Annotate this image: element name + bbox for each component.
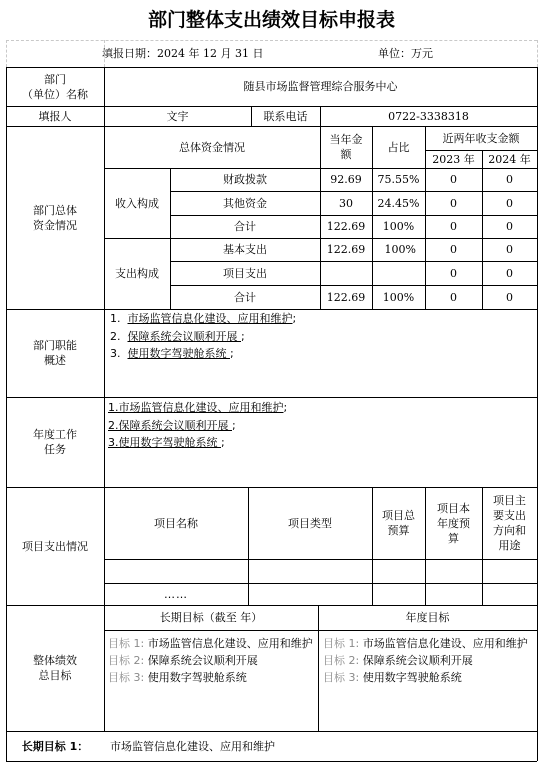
- form-title: 部门整体支出绩效目标申报表: [6, 0, 537, 41]
- income-row-ratio: 100%: [382, 220, 415, 233]
- long-term-header: 长期目标（截至 年）: [159, 611, 263, 624]
- project-ellipsis: ……: [164, 587, 188, 601]
- expense-row-ratio: [372, 261, 425, 285]
- long-goal-item: 目标 1: 市场监管信息化建设、应用和维护: [108, 637, 313, 650]
- meta-divider: [537, 40, 538, 67]
- expense-row-ratio: 100%: [384, 243, 416, 256]
- long-goal-1-text: 市场监管信息化建设、应用和维护: [110, 739, 275, 753]
- income-row-amount: 30: [339, 196, 353, 210]
- income-row-name: 其他资金: [223, 196, 267, 210]
- annual-goal-header: 年度目标: [405, 611, 450, 624]
- grid-line: [104, 559, 537, 560]
- income-label: 收入构成: [115, 196, 159, 210]
- annual-work-list: [108, 399, 287, 452]
- filler-name: 文宇: [166, 109, 189, 123]
- expense-row-amount: 122.69: [326, 290, 366, 304]
- income-row-2024: 0: [506, 196, 513, 210]
- project-annual-budget-header: 项目本 年度预 算: [437, 501, 470, 545]
- project-total-budget-header: 项目总 预算: [382, 509, 415, 537]
- expense-row-2024: 0: [506, 290, 513, 304]
- income-row-ratio: 75.55%: [377, 173, 420, 186]
- expense-row-name: 项目支出: [223, 266, 267, 280]
- income-row-2024: 0: [506, 173, 513, 186]
- phone-number: 0722-3338318: [388, 109, 469, 123]
- current-amount-header: 当年金 额: [329, 133, 363, 161]
- year-2023-header: 2023 年: [432, 152, 475, 166]
- meta-divider: [104, 40, 105, 67]
- total-funds-header: 总体资金情况: [179, 140, 245, 154]
- expense-row-2023: 0: [450, 266, 457, 280]
- income-row-2023: 0: [450, 196, 457, 210]
- fill-date: 填报日期：2024 年 12 月 31 日: [102, 47, 264, 60]
- duty-item: 3. 使用数字驾驶舱系统 ;: [110, 347, 234, 360]
- annual-work-label: 年度工作 任务: [33, 428, 77, 456]
- grid-line: [6, 761, 537, 762]
- long-goal-item: 目标 2: 保障系统会议顺利开展: [108, 654, 258, 667]
- project-type-header: 项目类型: [288, 516, 332, 530]
- expense-row-2023: 0: [450, 243, 457, 256]
- income-row-2023: 0: [450, 220, 457, 233]
- duty-item: 2. 保障系统会议顺利开展 ;: [110, 329, 245, 343]
- dept-label: 部门 （单位）名称: [22, 72, 88, 101]
- project-purpose-header: 项目主 要支出 方向和 用途: [493, 494, 526, 552]
- expense-row-2024: 0: [506, 266, 513, 280]
- income-row-amount: 122.69: [326, 220, 366, 233]
- annual-goal-item: 目标 3: 使用数字驾驶舱系统: [323, 671, 462, 684]
- funds-section-label: 部门总体 资金情况: [33, 203, 77, 232]
- ratio-header: 占比: [387, 140, 410, 154]
- year-2024-header: 2024 年: [488, 152, 531, 166]
- annual-work-item: 1.市场监管信息化建设、应用和维护;: [108, 401, 288, 414]
- long-goal-item: 目标 3: 使用数字驾驶舱系统: [108, 671, 247, 684]
- phone-label: 联系电话: [263, 109, 308, 123]
- expense-row-amount: [320, 261, 372, 285]
- annual-work-item: 3.使用数字驾驶舱系统 ;: [108, 436, 225, 449]
- expense-row-name: 合计: [234, 290, 256, 304]
- unit-label: 单位：万元: [378, 47, 433, 60]
- long-goal-1-label: 长期目标 1：: [21, 739, 89, 753]
- income-row-name: 财政拨款: [223, 173, 267, 186]
- meta-divider: [6, 40, 7, 67]
- annual-goal-item: 目标 1: 市场监管信息化建设、应用和维护: [323, 637, 528, 650]
- duty-item: 1. 市场监管信息化建设、应用和维护;: [110, 312, 297, 325]
- annual-goal-item: 目标 2: 保障系统会议顺利开展: [323, 654, 473, 667]
- filler-label: 填报人: [38, 109, 72, 123]
- income-row-ratio: 24.45%: [377, 196, 420, 210]
- performance-label: 整体绩效 总目标: [33, 654, 77, 682]
- grid-line: [104, 630, 537, 631]
- income-row-amount: 92.69: [330, 173, 362, 186]
- project-label: 项目支出情况: [22, 539, 88, 553]
- annual-work-item: 2.保障系统会议顺利开展 ;: [108, 418, 236, 432]
- long-goals: [108, 635, 314, 686]
- duty-list: [110, 310, 296, 363]
- expense-row-ratio: 100%: [382, 290, 415, 304]
- expense-row-2024: 0: [506, 243, 513, 256]
- expense-row-amount: 122.69: [326, 243, 366, 256]
- expense-row-name: 基本支出: [223, 243, 267, 256]
- income-row-2023: 0: [450, 173, 457, 186]
- duty-label: 部门职能 概述: [33, 339, 77, 367]
- recent-two-years-header: 近两年收支金额: [442, 131, 520, 145]
- grid-line: [537, 67, 538, 761]
- income-row-name: 合计: [234, 220, 256, 233]
- annual-goals: [323, 635, 533, 686]
- dept-name: 随县市场监督管理综合服务中心: [243, 80, 398, 93]
- income-row-2024: 0: [506, 220, 513, 233]
- expense-label: 支出构成: [115, 267, 159, 280]
- expense-row-2023: 0: [450, 290, 457, 304]
- project-name-header: 项目名称: [154, 516, 198, 530]
